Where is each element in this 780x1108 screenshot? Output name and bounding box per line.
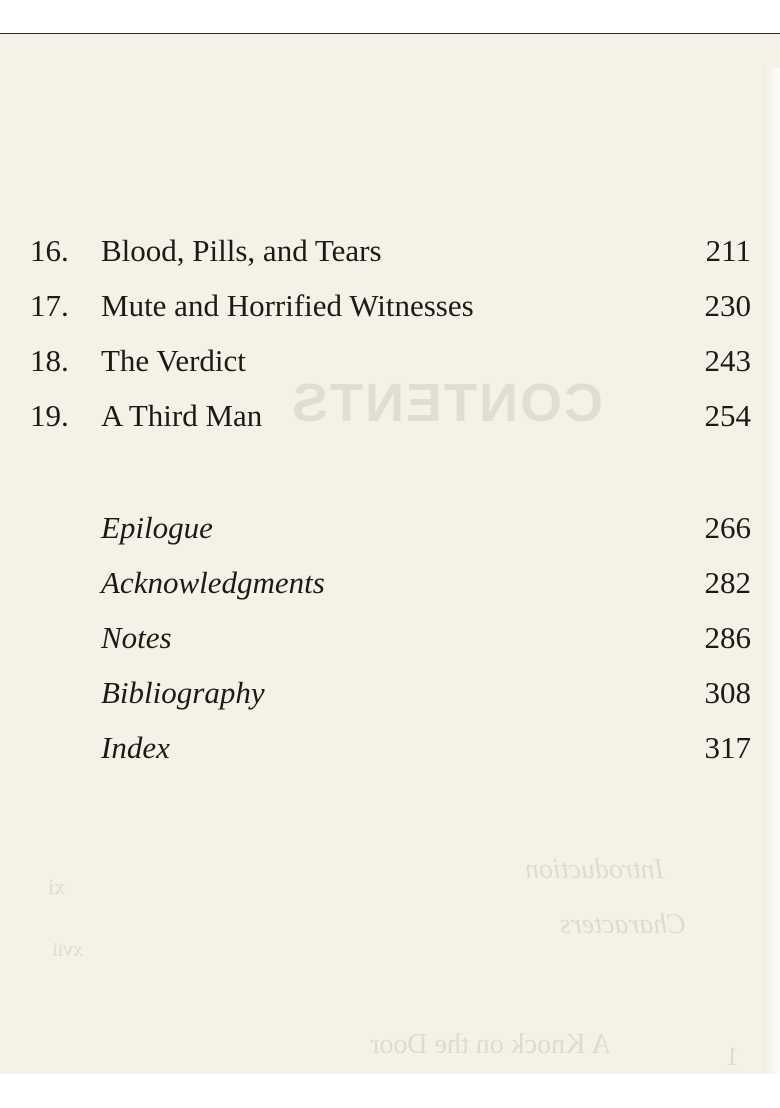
chapter-number: 17. (30, 288, 69, 323)
page-number: 266 (704, 510, 751, 545)
chapter-number: 19. (30, 398, 69, 433)
show-through-line: Introduction (525, 854, 664, 885)
toc-entry-chapter-17 (0, 283, 780, 329)
page-number: 254 (704, 398, 751, 433)
book-page (0, 34, 780, 1074)
bottom-margin (0, 1074, 780, 1108)
show-through-heading: CONTENTS (290, 373, 603, 433)
chapter-title: The Verdict (101, 343, 246, 378)
chapter-number: 18. (30, 343, 69, 378)
page-number: 286 (704, 620, 751, 655)
show-through-number: 1 (726, 1042, 739, 1071)
section-title: Notes (101, 620, 172, 655)
chapter-title: Mute and Horrified Witnesses (101, 288, 474, 323)
toc-entry-chapter-16 (0, 228, 780, 274)
toc-entry-bibliography (0, 670, 780, 716)
show-through-number: xvii (52, 939, 84, 961)
chapter-title: A Third Man (101, 398, 263, 433)
chapter-title: Blood, Pills, and Tears (101, 233, 382, 268)
toc-entry-acknowledgments (0, 560, 780, 606)
toc-entry-chapter-18 (0, 338, 780, 384)
section-title: Epilogue (101, 510, 213, 545)
section-title: Acknowledgments (101, 565, 325, 600)
show-through-number: xi (48, 874, 66, 899)
page-number: 230 (704, 288, 751, 323)
show-through-line: A Knock on the Door (370, 1029, 612, 1060)
page-number: 308 (704, 675, 751, 710)
toc-entry-index (0, 725, 780, 771)
page-number: 243 (704, 343, 751, 378)
section-title: Index (101, 730, 170, 765)
page-number: 282 (704, 565, 751, 600)
show-through-line: Characters (560, 909, 686, 940)
page-number: 317 (704, 730, 751, 765)
section-title: Bibliography (101, 675, 265, 710)
toc-entry-chapter-19 (0, 393, 780, 439)
toc-entry-notes (0, 615, 780, 661)
page-number: 211 (705, 233, 751, 268)
chapter-number: 16. (30, 233, 69, 268)
toc-entry-epilogue (0, 505, 780, 551)
